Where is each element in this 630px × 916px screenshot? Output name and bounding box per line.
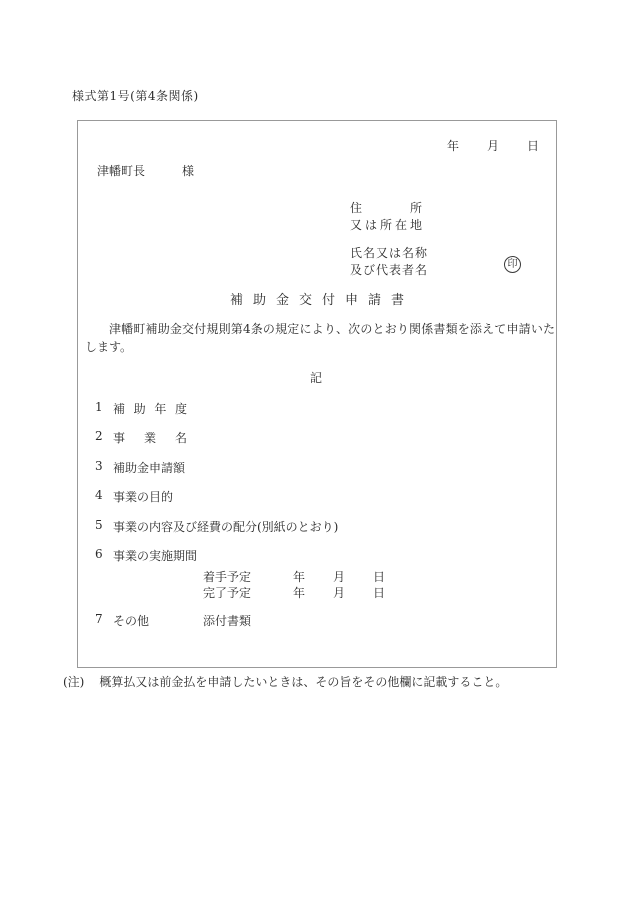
address-label-line1 xyxy=(350,200,422,217)
item-number: 4 xyxy=(95,488,103,502)
body-paragraph: 津幡町補助金交付規則第4条の規定により、次のとおり関係書類を添えて申請いたします。 xyxy=(85,322,555,354)
addressee-line xyxy=(97,162,194,179)
schedule-end-row xyxy=(203,584,385,601)
item-number: 7 xyxy=(95,612,103,626)
address-label-first-char: 住 xyxy=(350,201,363,215)
item-label: その他 xyxy=(113,614,150,628)
schedule-start-label: 着手予定 xyxy=(203,570,252,584)
schedule-start-date xyxy=(293,568,385,585)
seal-character: 印 xyxy=(507,258,518,270)
address-label-block xyxy=(350,200,425,234)
footnote xyxy=(63,673,507,690)
addressee-honorific: 様 xyxy=(182,164,195,178)
item-number: 3 xyxy=(95,459,103,473)
address-label-last-char: 所 xyxy=(409,201,422,215)
item-label: 事業名 xyxy=(113,431,187,445)
year-label: 年 xyxy=(293,570,306,584)
schedule-end-label: 完了予定 xyxy=(203,586,252,600)
date-year-label: 年 xyxy=(447,139,460,153)
item-number: 2 xyxy=(95,429,103,443)
month-label: 月 xyxy=(333,570,346,584)
application-form-box xyxy=(77,120,557,668)
item-label: 事業の目的 xyxy=(113,490,174,504)
day-label: 日 xyxy=(373,586,386,600)
seal-stamp-icon xyxy=(504,256,521,273)
date-month-label: 月 xyxy=(487,139,500,153)
address-label-line2: 又は所在地 xyxy=(350,218,426,232)
form-item-1 xyxy=(95,400,187,417)
month-label: 月 xyxy=(333,586,346,600)
year-label: 年 xyxy=(293,586,306,600)
footnote-marker: (注) xyxy=(63,675,85,689)
name-label-line2: 及び代表者名 xyxy=(350,263,429,277)
item-label: 事業の実施期間 xyxy=(113,549,198,563)
schedule-start-row xyxy=(203,568,385,585)
item-number: 6 xyxy=(95,547,103,561)
form-item-7 xyxy=(95,612,251,629)
item-label: 補助金申請額 xyxy=(113,461,186,475)
form-item-3 xyxy=(95,459,185,476)
form-item-4 xyxy=(95,488,173,505)
form-item-2 xyxy=(95,429,187,446)
item-label: 補助年度 xyxy=(113,402,187,416)
form-item-5 xyxy=(95,518,338,535)
day-label: 日 xyxy=(373,570,386,584)
item-number: 5 xyxy=(95,518,103,532)
addressee-name: 津幡町長 xyxy=(97,164,146,178)
date-line xyxy=(447,137,539,154)
item-value: 添付書類 xyxy=(203,614,252,628)
name-label-block xyxy=(350,245,428,279)
form-title: 補助金交付申請書 xyxy=(229,293,414,308)
form-number: 様式第1号(第4条関係) xyxy=(72,89,199,103)
footnote-text: 概算払又は前金払を申請したいときは、その旨をその他欄に記載すること。 xyxy=(99,675,508,689)
record-heading: 記 xyxy=(309,371,324,385)
item-label: 事業の内容及び経費の配分(別紙のとおり) xyxy=(113,520,339,534)
form-item-6 xyxy=(95,547,197,564)
date-day-label: 日 xyxy=(527,139,540,153)
schedule-end-date xyxy=(293,584,385,601)
item-number: 1 xyxy=(95,400,103,414)
name-label-line1: 氏名又は名称 xyxy=(350,246,429,260)
